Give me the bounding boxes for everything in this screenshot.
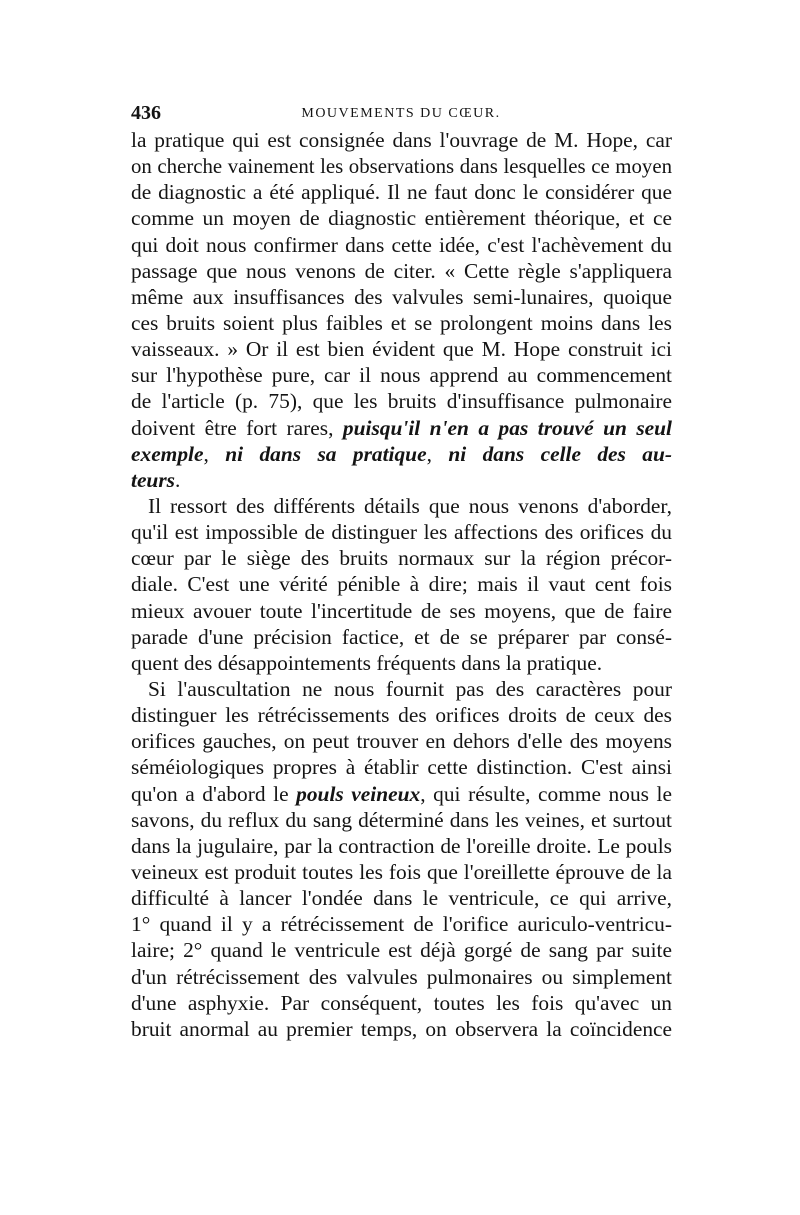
text-line: passage que nous venons de citer. « Cette règle s'appliquera <box>131 258 672 283</box>
paragraph-start-line: Si l'auscultation ne nous fournit pas des caractères pour <box>148 676 672 701</box>
text-line: parade d'une précision factice, et de se préparer par consé- <box>131 624 672 649</box>
text-line: cœur par le siège des bruits normaux sur la région précor- <box>131 546 672 571</box>
text-line: bruit anormal au premier temps, on observera la coïncidence <box>131 1016 672 1041</box>
italic-quote: ni dans celle des au- <box>448 441 672 466</box>
italic-quote: exemple <box>131 441 204 466</box>
text-line: savons, du reflux du sang déterminé dans les veines, et surtout <box>131 807 672 832</box>
text-line: exemple, ni dans sa pratique, ni dans celle des au- <box>131 441 672 466</box>
body-text <box>131 127 672 1042</box>
text-line: ces bruits soient plus faibles et se prolongent moins dans les <box>131 310 672 335</box>
text-line: veineux est produit toutes les fois que l'oreillette éprouve de la <box>131 859 672 884</box>
text-line: séméiologiques propres à établir cette distinction. C'est ainsi <box>131 755 672 780</box>
paragraph-start-line: Il ressort des différents détails que nous venons d'aborder, <box>148 493 672 518</box>
text-line: mieux avouer toute l'incertitude de ses moyens, que de faire <box>131 598 672 623</box>
text-line: qu'on a d'abord le pouls veineux, qui résulte, comme nous le <box>131 781 672 806</box>
italic-term: pouls veineux <box>296 781 421 806</box>
text-line: laire; 2° quand le ventricule est déjà gorgé de sang par suite <box>131 938 672 963</box>
italic-quote: ni dans sa pratique <box>225 441 427 466</box>
text-line: dans la jugulaire, par la contraction de l'oreille droite. Le pouls <box>131 833 672 858</box>
text-line: 1° quand il y a rétrécissement de l'orifice auriculo-ventricu- <box>131 912 672 937</box>
text-line: on cherche vainement les observations dans lesquelles ce moyen <box>131 154 672 179</box>
italic-quote: puisqu'il n'en a pas trouvé un seul <box>342 415 672 440</box>
page-number: 436 <box>131 102 161 124</box>
page-header <box>131 100 671 128</box>
text-line: sur l'hypothèse pure, car il nous apprend au commencement <box>131 363 672 388</box>
text-line: diale. C'est une vérité pénible à dire; mais il vaut cent fois <box>131 572 672 597</box>
text-line: difficulté à lancer l'ondée dans le ventricule, ce qui arrive, <box>131 886 672 911</box>
text-line: d'une asphyxie. Par conséquent, toutes les fois qu'avec un <box>131 990 672 1015</box>
italic-quote: teurs <box>131 467 175 492</box>
text-line: orifices gauches, on peut trouver en dehors d'elle des moyens <box>131 729 672 754</box>
text-line: quent des désappointements fréquents dans la pratique. <box>131 650 603 675</box>
text-line: de diagnostic a été appliqué. Il ne faut donc le considérer que <box>131 180 672 205</box>
text-line: doivent être fort rares, puisqu'il n'en a pas trouvé un seul <box>131 415 672 440</box>
text-line: d'un rétrécissement des valvules pulmonaires ou simplement <box>131 964 672 989</box>
text-line: vaisseaux. » Or il est bien évident que M. Hope construit ici <box>131 337 672 362</box>
text-line: qu'il est impossible de distinguer les affections des orifices du <box>131 520 672 545</box>
text-line: la pratique qui est consignée dans l'ouvrage de M. Hope, car <box>131 128 672 152</box>
text-line: distinguer les rétrécissements des orifices droits de ceux des <box>131 703 672 728</box>
text-line: comme un moyen de diagnostic entièrement théorique, et ce <box>131 206 672 231</box>
text-line: teurs. <box>131 467 181 492</box>
text-line: même aux insuffisances des valvules semi-lunaires, quoique <box>131 284 672 309</box>
text-line: de l'article (p. 75), que les bruits d'insuffisance pulmonaire <box>131 389 672 414</box>
running-title: MOUVEMENTS DU CŒUR. <box>301 106 501 121</box>
text-line: qui doit nous confirmer dans cette idée, c'est l'achèvement du <box>131 232 672 257</box>
